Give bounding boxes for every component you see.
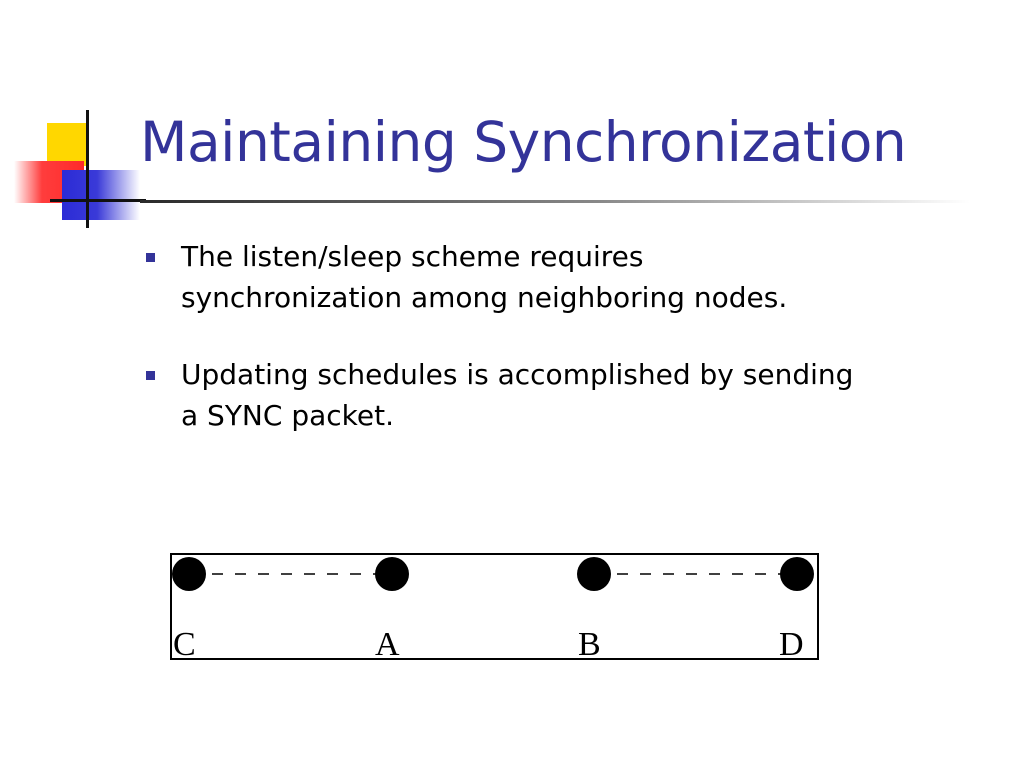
bullet-text: Updating schedules is accomplished by sending a SYNC packet. <box>181 358 854 432</box>
node-b-label: B <box>578 626 601 661</box>
node-diagram-svg <box>170 553 820 661</box>
bullet-item <box>146 236 866 318</box>
node-a-label: A <box>375 626 400 661</box>
node-diagram <box>170 553 820 661</box>
bullet-text: The listen/sleep scheme requires synchronization among neighboring nodes. <box>181 240 788 314</box>
bullet-list <box>146 236 866 472</box>
horizontal-line-decoration <box>50 199 146 202</box>
blue-square-decoration <box>62 170 140 220</box>
node-c-label: C <box>173 626 196 661</box>
node-c-dot <box>172 557 206 591</box>
vertical-line-decoration <box>86 110 89 228</box>
corner-logo-decoration <box>0 0 150 240</box>
bullet-marker <box>146 371 155 380</box>
node-d-dot <box>780 557 814 591</box>
bullet-item <box>146 354 866 436</box>
slide-title: Maintaining Synchronization <box>140 110 907 174</box>
node-a-dot <box>375 557 409 591</box>
yellow-square-decoration <box>47 123 87 166</box>
title-underline <box>140 200 970 203</box>
node-b-dot <box>577 557 611 591</box>
diagram-frame <box>171 554 818 659</box>
bullet-marker <box>146 253 155 262</box>
node-d-label: D <box>779 626 804 661</box>
